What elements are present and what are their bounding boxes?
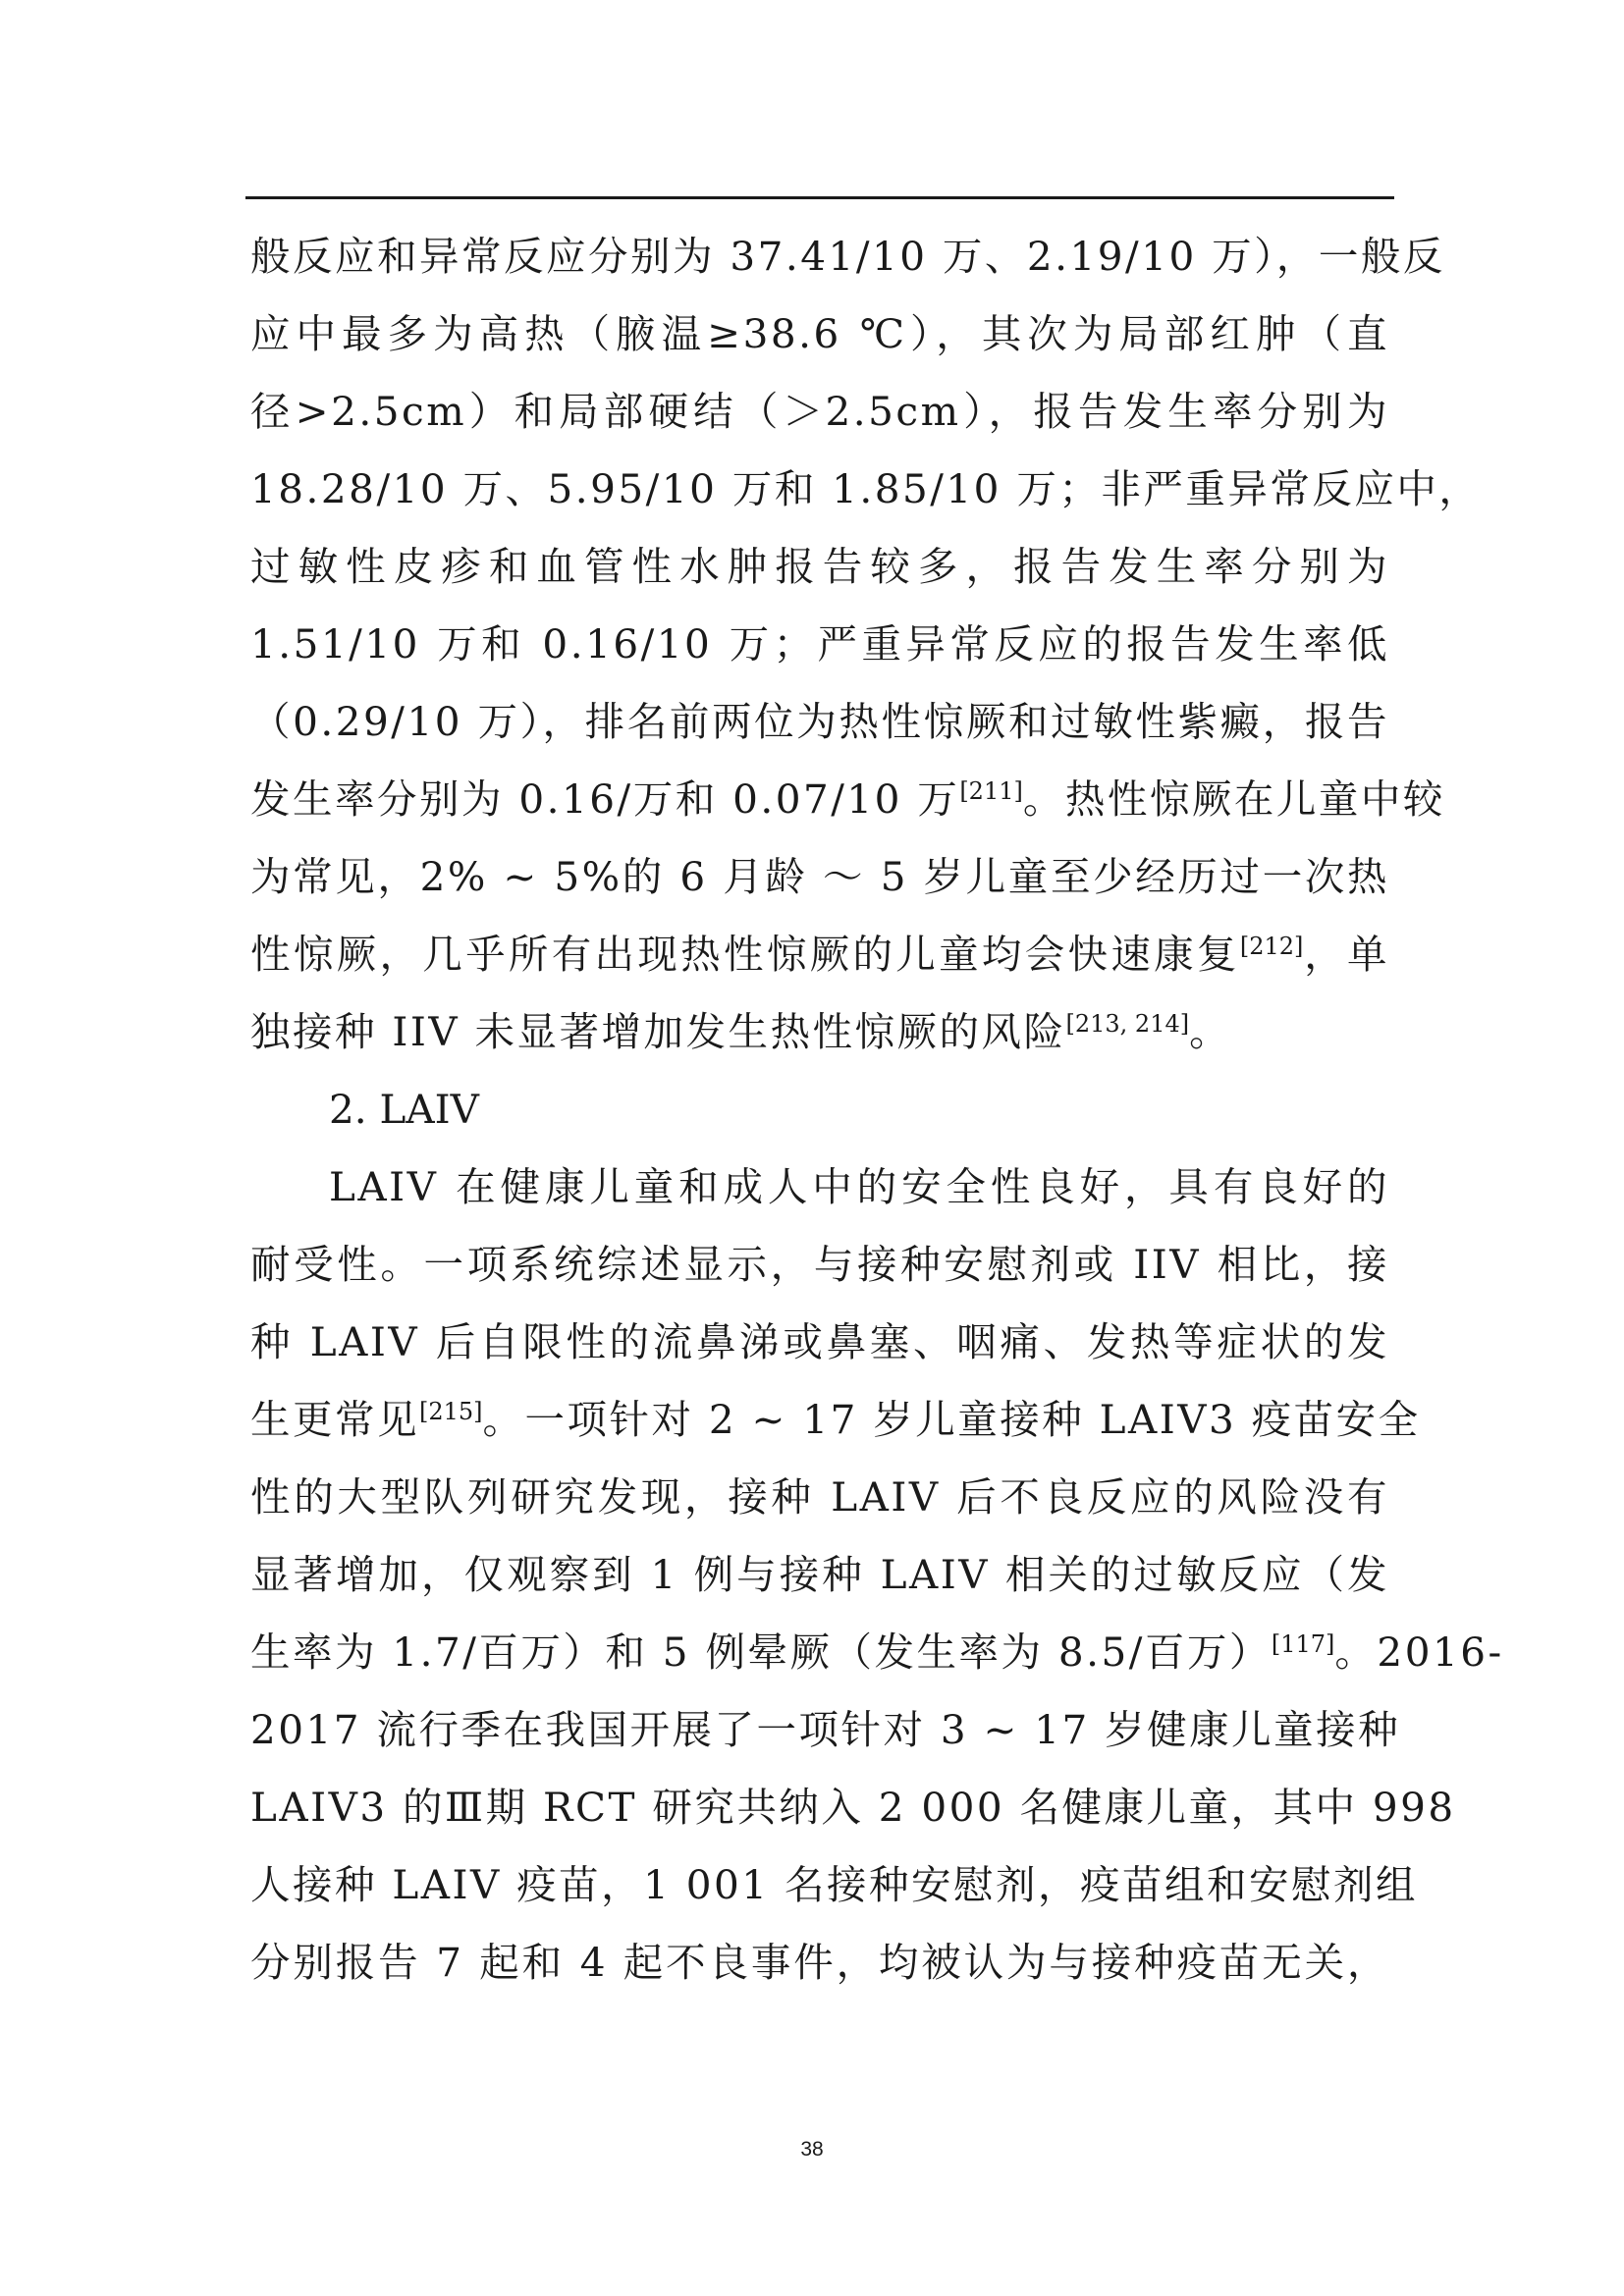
text-line: 种 LAIV 后自限性的流鼻涕或鼻塞、咽痛、发热等症状的发 [250, 1318, 1389, 1365]
text-line: LAIV 在健康儿童和成人中的安全性良好，具有良好的 [329, 1163, 1389, 1210]
page-number: 38 [800, 2138, 824, 2161]
text-line: （0.29/10 万），排名前两位为热性惊厥和过敏性紫癜，报告 [250, 698, 1389, 745]
citation-ref: [213, 214] [1065, 1010, 1190, 1038]
text-run: 。2016- [1334, 1629, 1504, 1676]
text-line [250, 916, 1389, 993]
section-heading: 2. LAIV [329, 1086, 479, 1133]
text-line: 耐受性。一项系统综述显示，与接种安慰剂或 IIV 相比，接 [250, 1241, 1389, 1288]
text-line [250, 1614, 1504, 1691]
text-run: ，单 [1303, 931, 1390, 978]
text-line: 应中最多为高热（腋温≥38.6 ℃），其次为局部红肿（直 [250, 310, 1389, 357]
citation-ref: [215] [419, 1398, 483, 1425]
text-line: LAIV3 的Ⅲ期 RCT 研究共纳入 2 000 名健康儿童，其中 998 [250, 1784, 1456, 1831]
text-run: 。一项针对 2 ~ 17 岁儿童接种 LAIV3 疫苗安全 [482, 1396, 1421, 1443]
header-rule [245, 196, 1394, 199]
text-line: 显著增加，仅观察到 1 例与接种 LAIV 相关的过敏反应（发 [250, 1551, 1389, 1598]
text-line: 2017 流行季在我国开展了一项针对 3 ~ 17 岁健康儿童接种 [250, 1706, 1401, 1753]
text-line: 性的大型队列研究发现，接种 LAIV 后不良反应的风险没有 [250, 1473, 1389, 1521]
text-line: 径>2.5cm）和局部硬结（＞2.5cm），报告发生率分别为 [250, 388, 1389, 435]
citation-ref: [117] [1271, 1630, 1335, 1658]
citation-ref: [212] [1239, 933, 1304, 960]
text-run: 生率为 1.7/百万）和 5 例晕厥（发生率为 8.5/百万） [250, 1629, 1272, 1676]
text-line: 分别报告 7 起和 4 起不良事件，均被认为与接种疫苗无关， [250, 1939, 1389, 1986]
text-line: 过敏性皮疹和血管性水肿报告较多，报告发生率分别为 [250, 543, 1389, 590]
text-line: 为常见，2% ~ 5%的 6 月龄 ～ 5 岁儿童至少经历过一次热 [250, 853, 1389, 900]
text-run: 发生率分别为 0.16/万和 0.07/10 万 [250, 775, 960, 823]
text-line: 18.28/10 万、5.95/10 万和 1.85/10 万；非严重异常反应中， [250, 465, 1482, 512]
text-run: 性惊厥，几乎所有出现热性惊厥的儿童均会快速康复 [250, 931, 1240, 978]
text-line: 1.51/10 万和 0.16/10 万；严重异常反应的报告发生率低 [250, 620, 1389, 667]
text-line [250, 761, 1445, 838]
text-run: 。 [1189, 1008, 1232, 1055]
citation-ref: [211] [959, 777, 1023, 805]
text-run: 。热性惊厥在儿童中较 [1022, 775, 1445, 823]
text-line [250, 1381, 1421, 1459]
text-line: 般反应和异常反应分别为 37.41/10 万、2.19/10 万），一般反 [250, 233, 1445, 280]
text-line [250, 993, 1389, 1071]
text-run: 生更常见 [250, 1396, 419, 1443]
text-run: 独接种 IIV 未显著增加发生热性惊厥的风险 [250, 1008, 1066, 1055]
text-line: 人接种 LAIV 疫苗，1 001 名接种安慰剂，疫苗组和安慰剂组 [250, 1861, 1418, 1908]
